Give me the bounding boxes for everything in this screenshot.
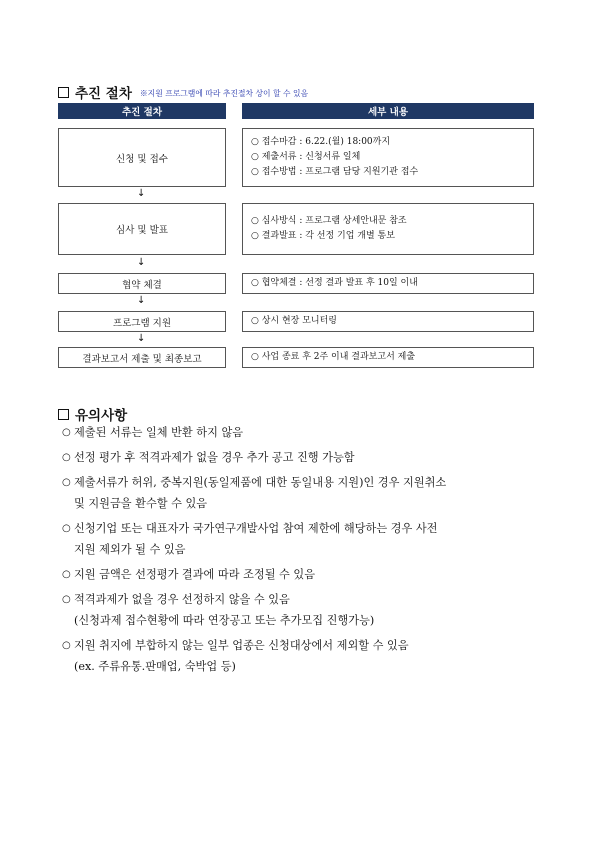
column-header-procedure: 추진 절차	[58, 103, 226, 119]
circle-bullet-icon: ○	[62, 427, 71, 438]
down-arrow-icon: ↓	[137, 333, 146, 344]
column-header-details: 세부 내용	[242, 103, 534, 119]
note-text-continued: 및 지원금을 환수할 수 있음	[74, 497, 208, 510]
detail-line: ○ 심사방식 : 프로그램 상세안내문 참조	[251, 216, 407, 226]
detail-box-review	[242, 203, 534, 255]
list-item	[62, 635, 540, 677]
note-text: 제출된 서류는 일체 반환 하지 않음	[74, 426, 244, 439]
note-text: 적격과제가 없을 경우 선정하지 않을 수 있음	[74, 593, 290, 606]
step-label: 신청 및 접수	[116, 153, 168, 165]
detail-line: ○ 접수방법 : 프로그램 담당 지원기관 접수	[251, 167, 419, 177]
detail-box-final-report	[242, 347, 534, 368]
detail-line: ○ 제출서류 : 신청서류 일체	[251, 152, 361, 162]
circle-bullet-icon: ○	[62, 477, 71, 488]
circle-bullet-icon: ○	[62, 523, 71, 534]
detail-line: ○ 상시 현장 모니터링	[251, 316, 337, 326]
section-title: 추진 절차	[75, 86, 132, 102]
circle-bullet-icon: ○	[62, 594, 71, 605]
circle-bullet-icon: ○	[62, 640, 71, 651]
detail-line: ○ 사업 종료 후 2주 이내 결과보고서 제출	[251, 352, 416, 362]
list-item	[62, 472, 540, 514]
circle-bullet-icon: ○	[62, 569, 71, 580]
note-text-continued: (신청과제 접수현황에 따라 연장공고 또는 추가모집 진행가능)	[74, 614, 375, 627]
detail-box-application	[242, 128, 534, 187]
down-arrow-icon: ↓	[137, 257, 146, 268]
step-box-application	[58, 128, 226, 187]
step-label: 결과보고서 제출 및 최종보고	[82, 353, 202, 365]
step-box-agreement	[58, 273, 226, 294]
note-text: 신청기업 또는 대표자가 국가연구개발사업 참여 제한에 해당하는 경우 사전	[74, 522, 438, 535]
section-notes-heading	[58, 404, 127, 424]
step-box-program-support	[58, 311, 226, 332]
square-bullet-icon	[58, 87, 69, 98]
note-text: 선정 평가 후 적격과제가 없을 경우 추가 공고 진행 가능함	[74, 451, 355, 464]
section-title: 유의사항	[75, 408, 128, 424]
step-box-review	[58, 203, 226, 255]
step-box-final-report	[58, 347, 226, 368]
note-text-continued: (ex. 주류유통.판매업, 숙박업 등)	[74, 660, 236, 673]
list-item	[62, 422, 540, 443]
detail-line: ○ 결과발표 : 각 선정 기업 개별 통보	[251, 231, 395, 241]
section-procedure-heading	[58, 82, 308, 102]
list-item	[62, 564, 540, 585]
detail-box-program-support	[242, 311, 534, 332]
note-text: 지원 금액은 선정평가 결과에 따라 조정될 수 있음	[74, 568, 316, 581]
list-item	[62, 589, 540, 631]
circle-bullet-icon: ○	[62, 452, 71, 463]
notes-list	[62, 422, 540, 681]
section-note: ※지원 프로그램에 따라 추진절차 상이 할 수 있음	[139, 88, 309, 98]
note-text: 제출서류가 허위, 중복지원(동일제품에 대한 동일내용 지원)인 경우 지원취소	[74, 476, 447, 489]
note-text-continued: 지원 제외가 될 수 있음	[74, 543, 186, 556]
detail-line: ○ 협약체결 : 선정 결과 발표 후 10일 이내	[251, 278, 418, 288]
step-label: 프로그램 지원	[112, 317, 172, 329]
detail-box-agreement	[242, 273, 534, 294]
step-label: 협약 체결	[122, 279, 162, 291]
square-bullet-icon	[58, 409, 69, 420]
down-arrow-icon: ↓	[137, 295, 146, 306]
down-arrow-icon: ↓	[137, 188, 146, 199]
step-label: 심사 및 발표	[116, 225, 168, 236]
list-item	[62, 518, 540, 560]
note-text: 지원 취지에 부합하지 않는 일부 업종은 신청대상에서 제외할 수 있음	[74, 639, 409, 652]
detail-line: ○ 접수마감 : 6.22.(월) 18:00까지	[251, 137, 391, 147]
list-item	[62, 447, 540, 468]
